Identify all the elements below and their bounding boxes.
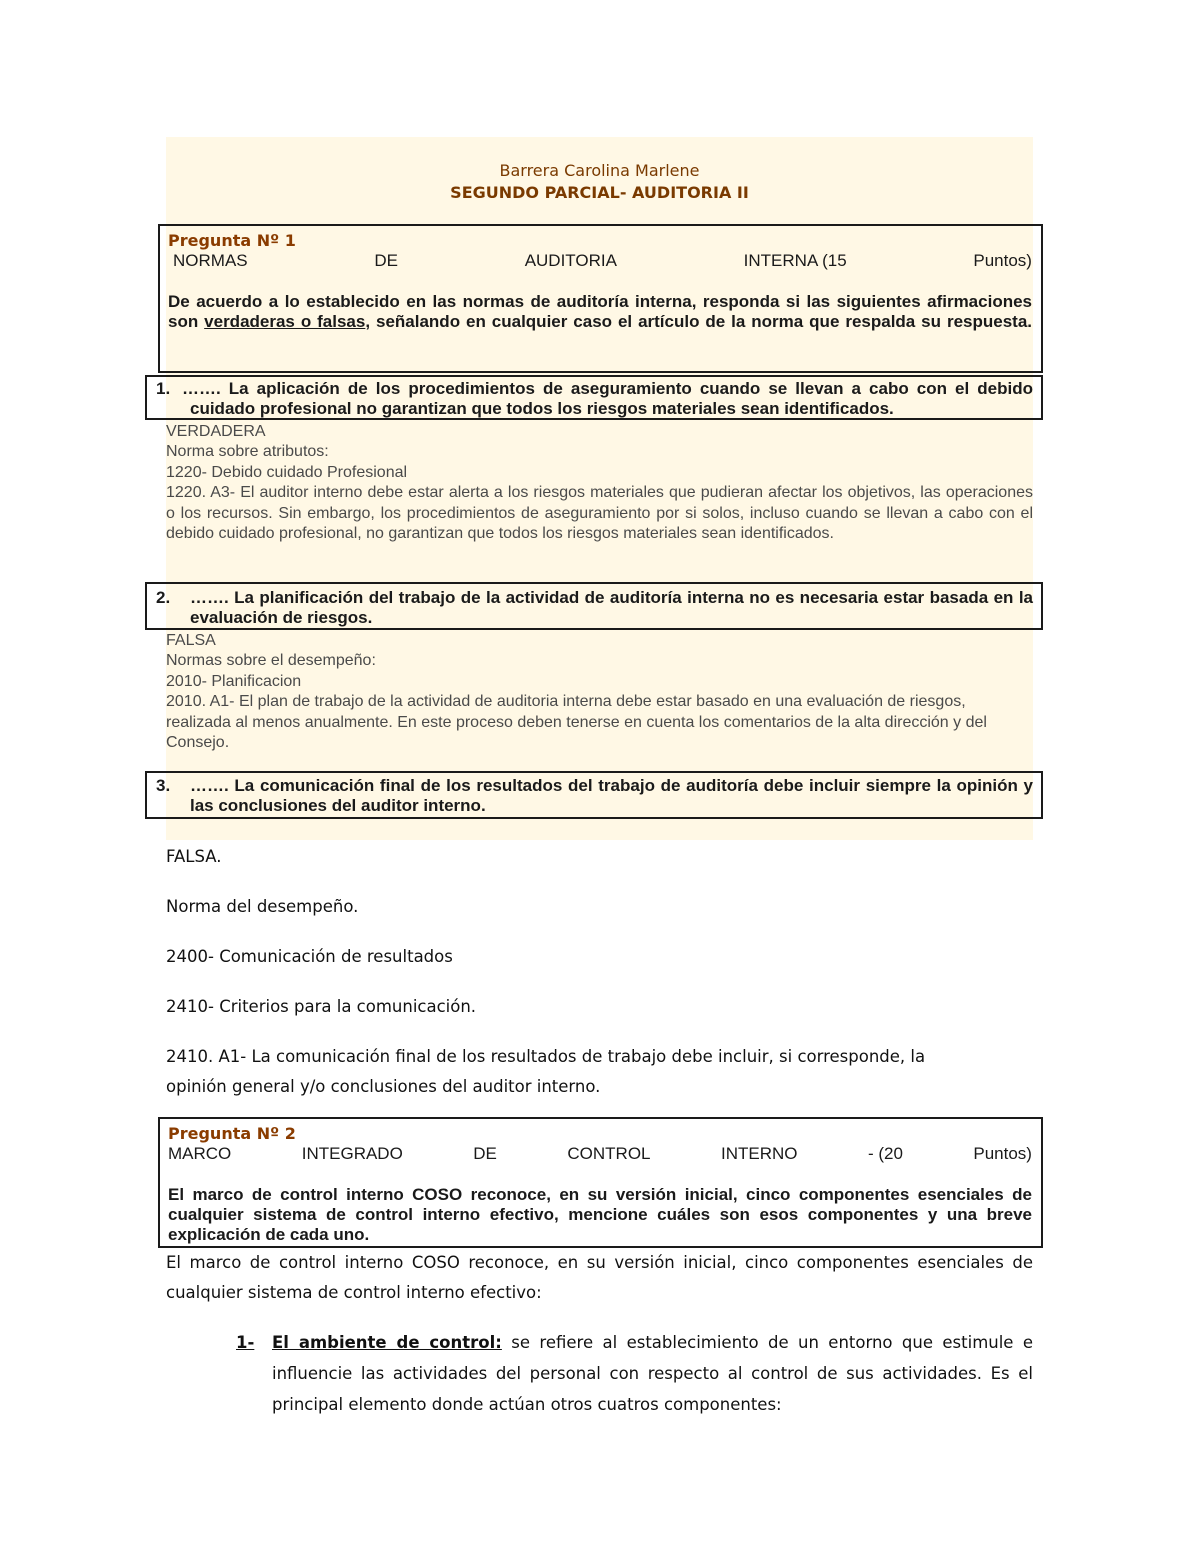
answer-3-verdict: FALSA.: [166, 847, 222, 866]
answer-2-norm-code: 2010- Planificacion: [166, 672, 302, 690]
answer-1-verdict: VERDADERA: [166, 423, 266, 440]
heading-word: CONTROL: [567, 1144, 651, 1163]
answer-3-norm-type: Norma del desempeño.: [166, 897, 359, 916]
question-1-heading: [168, 251, 1032, 271]
heading-word: Puntos): [973, 251, 1032, 270]
component-1-number: 1-: [236, 1333, 255, 1352]
answer-3-norm-code: 2400- Comunicación de resultados: [166, 947, 453, 966]
answer-3-detail: 2410. A1- La comunicación final de los resultados de trabajo debe incluir, si corresponde, la opinión general y/o conclusiones del auditor interno.: [166, 1047, 926, 1096]
question-1-intro: De acuerdo a lo establecido en las normas de auditoría interna, responda si las siguientes afirmaciones son verdaderas o falsas, señalando en cualquier caso el artículo de la norma que respalda su respuesta.: [168, 292, 1032, 331]
answer-1: [166, 422, 1033, 544]
student-name: Barrera Carolina Marlene: [499, 161, 700, 180]
answer-1-norm-type: Norma sobre atributos:: [166, 443, 329, 461]
statement-3-number: 3.: [156, 776, 171, 795]
question-1-box: [158, 224, 1043, 373]
heading-word: INTEGRADO: [301, 1144, 403, 1163]
statement-3-box: [145, 771, 1043, 819]
heading-word: DE: [374, 251, 398, 270]
question-2-heading: [168, 1144, 1032, 1164]
statement-2-number: 2.: [156, 588, 171, 607]
component-1-body: [272, 1327, 1033, 1420]
heading-word: - (20: [867, 1144, 903, 1163]
answer-q2-intro: El marco de control interno COSO reconoce, en su versión inicial, cinco componentes esenciales de cualquier sistema de control interno efectivo:: [166, 1253, 1033, 1302]
answer-3: [166, 842, 1033, 1102]
component-1-description: se refiere al establecimiento de un entorno que estimule e influencie las actividades del personal con respecto al control de sus actividades. Es el principal elemento donde actúan otros cuatros componentes:: [272, 1333, 1033, 1414]
heading-word: INTERNO: [720, 1144, 798, 1163]
heading-word: Puntos): [973, 1144, 1032, 1163]
question-2-text: El marco de control interno COSO reconoce, en su versión inicial, cinco componentes esenciales de cualquier sistema de control interno efectivo, mencione cuáles son esos componentes y una breve explicación de cada uno.: [168, 1185, 1032, 1244]
answer-2-norm-type: Normas sobre el desempeño:: [166, 652, 376, 670]
answer-2: [166, 631, 1033, 753]
heading-word: DE: [473, 1144, 497, 1163]
answer-3-norm-code-2: 2410- Criterios para la comunicación.: [166, 997, 477, 1016]
statement-1-text: ……. La aplicación de los procedimientos de aseguramiento cuando se llevan a cabo con el debido cuidado profesional no garantizan que todos los riesgos materiales sean identificados.: [182, 379, 1033, 418]
answer-1-detail: 1220. A3- El auditor interno debe estar alerta a los riesgos materiales que pudieran afectar los objetivos, las operaciones o los recursos. Sin embargo, los procedimientos de aseguramiento por si solos, incluso cuando se llevan a cabo con el debido cuidado profesional, no garantizan que todos los riesgos materiales sean identificados.: [166, 484, 1033, 543]
component-1: [236, 1327, 1033, 1420]
exam-title: SEGUNDO PARCIAL- AUDITORIA II: [450, 183, 749, 202]
question-2-title: Pregunta Nº 2: [168, 1124, 296, 1143]
heading-word: AUDITORIA: [524, 251, 617, 270]
answer-2-detail: 2010. A1- El plan de trabajo de la actividad de auditoria interna debe estar basado en una evaluación de riesgos, realizada al menos anualmente. En este proceso deben tenerse en cuenta los comentarios de la alta dirección y del Consejo.: [166, 693, 987, 752]
heading-word: NORMAS: [173, 251, 248, 270]
answer-2-verdict: FALSA: [166, 632, 216, 649]
statement-2-text: ……. La planificación del trabajo de la actividad de auditoría interna no es necesaria estar basada en la evaluación de riesgos.: [190, 588, 1033, 627]
component-1-name: El ambiente de control:: [272, 1333, 502, 1352]
statement-3-text: ……. La comunicación final de los resultados del trabajo de auditoría debe incluir siempre la opinión y las conclusiones del auditor interno.: [190, 776, 1033, 815]
question-1-title: Pregunta Nº 1: [168, 231, 296, 250]
question-2-box: [158, 1117, 1043, 1248]
answer-1-norm-code: 1220- Debido cuidado Profesional: [166, 463, 408, 481]
heading-word: INTERNA (15: [743, 251, 847, 270]
statement-1-box: [145, 375, 1043, 420]
true-false-emphasis: verdaderas o falsas: [204, 312, 366, 331]
heading-word: MARCO: [168, 1144, 232, 1163]
statement-1-number: 1.: [156, 379, 171, 398]
document-header: [166, 160, 1033, 204]
statement-2-box: [145, 582, 1043, 630]
